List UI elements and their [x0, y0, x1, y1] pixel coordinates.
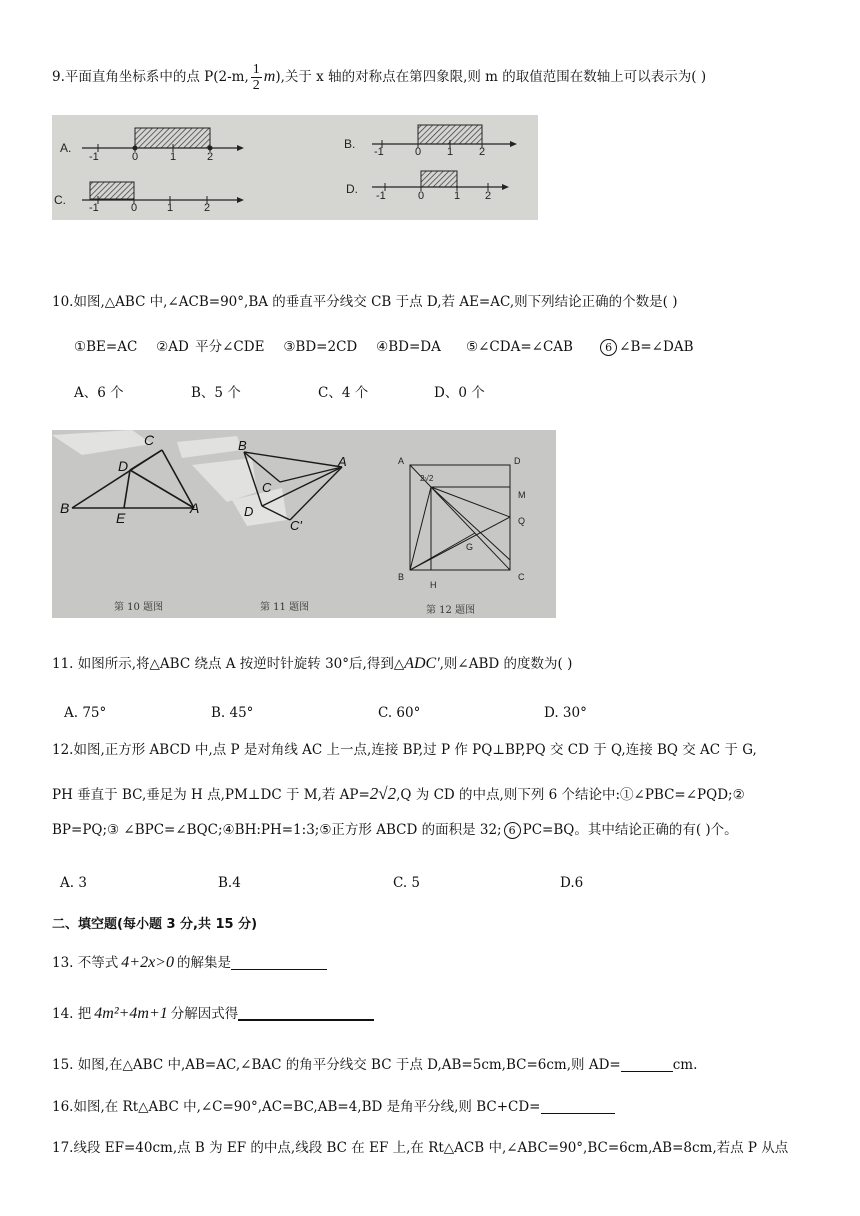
fig12-label: M — [518, 490, 526, 500]
q11-text-post: ,则∠ABD 的度数为( ) — [439, 656, 573, 672]
q9-option-c-label: C. — [54, 193, 66, 207]
q9-c-tick: 2 — [204, 202, 211, 214]
q12-line2-pre: PH 垂直于 BC,垂足为 H 点,PM⊥DC 于 M,若 AP= — [52, 787, 370, 803]
q9-a-tick: 2 — [207, 151, 214, 163]
q11-stem — [52, 654, 572, 674]
q12-line1: 12.如图,正方形 ABCD 中,点 P 是对角线 AC 上一点,连接 BP,过 P 作 PQ⊥BP,PQ 交 CD 于 Q,连接 BQ 交 AC 于 G, — [52, 742, 757, 758]
q9-fraction — [251, 62, 262, 93]
q12-choice-a: A. 3 — [60, 875, 87, 891]
q14-math: 4m²+4m+1 — [94, 1005, 168, 1022]
q9-stem — [52, 62, 706, 93]
fig11-label: C' — [290, 518, 302, 533]
q9-var: m — [263, 68, 276, 85]
q9-d-tick: 1 — [454, 190, 461, 202]
fig11-label: A — [338, 454, 347, 469]
fig12-label: H — [430, 580, 437, 590]
section-title: 二、填空题(每小题 3 分,共 15 分) — [52, 917, 258, 932]
q9-b-tick: -1 — [374, 146, 384, 158]
q9-d-tick: 0 — [418, 190, 425, 202]
fig12-label: G — [466, 542, 474, 552]
q9-a-tick: 1 — [170, 151, 177, 163]
q10-conclusion: ②AD 平分∠CDE — [156, 339, 265, 355]
fig11-label: B — [238, 438, 247, 453]
q15-text-pre: 15. 如图,在△ABC 中,AB=AC,∠BAC 的角平分线交 BC 于点 D,AB=5cm,BC=6cm,则 AD= — [52, 1057, 621, 1073]
q9-c-tick: 0 — [131, 202, 138, 214]
q14-text-pre: 14. 把 — [52, 1006, 92, 1022]
q11-text-pre: 11. 如图所示,将△ABC 绕点 A 按逆时针旋转 30°后,得到△ — [52, 656, 405, 672]
q12-line2 — [52, 784, 745, 805]
q10-conclusion: ④BD=DA — [376, 339, 441, 355]
q9-d-tick: 2 — [485, 190, 492, 202]
q9-c-tick: 1 — [167, 202, 174, 214]
q12-circled-six: 6 — [504, 822, 521, 839]
fig10-label: C — [144, 432, 155, 448]
q15-answer-blank[interactable] — [621, 1057, 673, 1072]
q9-option-a-label: A. — [60, 141, 72, 155]
q14 — [52, 1004, 374, 1024]
q12-line2-post: ,Q 为 CD 的中点,则下列 6 个结论中:①∠PBC=∠PQD;② — [396, 787, 745, 803]
q9-number-lines — [52, 115, 538, 220]
fig10-caption: 第 10 题图 — [114, 602, 164, 613]
fig10-label: E — [116, 510, 126, 526]
q16-text-pre: 16.如图,在 Rt△ABC 中,∠C=90°,AC=BC,AB=4,BD 是角平分线,则 BC+CD= — [52, 1099, 541, 1115]
fig10-label: B — [60, 500, 70, 516]
q12-line3 — [52, 820, 738, 840]
fig12-label: B — [398, 572, 405, 582]
q10-choice-c: C、4 个 — [318, 385, 369, 401]
q10-stem: 10.如图,△ABC 中,∠ACB=90°,BA 的垂直平分线交 CB 于点 D,若 AE=AC,则下列结论正确的个数是( ) — [52, 294, 678, 310]
q10-circled-six: 6 — [600, 339, 617, 356]
q14-text-post: 分解因式得 — [170, 1006, 239, 1022]
q11-choice-b: B. 45° — [211, 705, 254, 721]
q10-choice-d: D、0 个 — [434, 385, 485, 401]
fig12-label: D — [514, 456, 521, 466]
q9-option-b-label: B. — [344, 137, 356, 151]
q15-text-post: cm. — [672, 1057, 698, 1073]
q12-choice-b: B.4 — [218, 875, 241, 891]
fig11-caption: 第 11 题图 — [260, 602, 310, 613]
q9-c-tick: -1 — [89, 202, 99, 214]
q13-answer-blank[interactable] — [231, 955, 327, 970]
q11-math: ADC' — [404, 655, 440, 672]
fig12-label: Q — [518, 516, 526, 526]
q15 — [52, 1055, 697, 1075]
q9-frac-den: 2 — [252, 78, 260, 93]
q16 — [52, 1097, 615, 1117]
q9-options-image — [52, 115, 538, 220]
fig12-label: 2√2 — [420, 474, 434, 483]
q13-text-pre: 13. 不等式 — [52, 955, 119, 971]
q10-conclusion: ③BD=2CD — [283, 339, 358, 355]
q9-frac-num: 1 — [252, 62, 260, 77]
q10-choice-b: B、5 个 — [191, 385, 241, 401]
q12-choice-d: D.6 — [560, 875, 584, 891]
q9-a-tick: 0 — [132, 151, 139, 163]
q12-line3-pre: BP=PQ;③ ∠BPC=∠BQC;④BH:PH=1:3;⑤正方形 ABCD 的面积是 32; — [52, 822, 502, 838]
q12-choice-c: C. 5 — [393, 875, 421, 891]
q9-b-tick: 1 — [447, 146, 454, 158]
figures-image — [52, 430, 556, 618]
q11-choice-d: D. 30° — [544, 705, 587, 721]
q17-text: 17.线段 EF=40cm,点 B 为 EF 的中点,线段 BC 在 EF 上,在 Rt△ACB 中,∠ABC=90°,BC=6cm,AB=8cm,若点 P 从点 — [52, 1140, 789, 1156]
fig12-caption: 第 12 题图 — [426, 605, 476, 616]
q13 — [52, 953, 327, 973]
fig11-label: D — [244, 504, 254, 519]
q9-text-pre: 9.平面直角坐标系中的点 P(2-m, — [52, 69, 249, 85]
fig10-label: A — [190, 500, 200, 516]
fig11-label: C — [262, 480, 272, 495]
q10-choice-a: A、6 个 — [74, 385, 124, 401]
q12-math: 2√2 — [369, 784, 397, 803]
q13-text-post: 的解集是 — [176, 955, 231, 971]
q9-b-tick: 0 — [415, 146, 422, 158]
q10-conclusions — [74, 337, 694, 357]
q16-answer-blank[interactable] — [541, 1099, 615, 1114]
q11-choice-a: A. 75° — [64, 705, 107, 721]
fig12-label: C — [518, 572, 525, 582]
q9-a-tick: -1 — [89, 151, 99, 163]
q13-math: 4+2x>0 — [121, 954, 174, 971]
q9-option-d-label: D. — [346, 182, 358, 196]
q9-text-post: ),关于 x 轴的对称点在第四象限,则 m 的取值范围在数轴上可以表示为( ) — [275, 69, 707, 85]
q9-d-tick: -1 — [376, 190, 386, 202]
q10-conclusion: ⑤∠CDA=∠CAB — [466, 339, 573, 355]
q11-choice-c: C. 60° — [378, 705, 421, 721]
q9-b-tick: 2 — [479, 146, 486, 158]
fig12-label: A — [398, 456, 405, 466]
fig10-label: D — [118, 458, 129, 474]
q10-conclusion: ①BE=AC — [74, 339, 138, 355]
q14-answer-blank[interactable] — [238, 1005, 374, 1021]
q10-conclusion: ∠B=∠DAB — [619, 339, 694, 355]
q12-line3-post: PC=BQ。其中结论正确的有( )个。 — [522, 822, 738, 838]
